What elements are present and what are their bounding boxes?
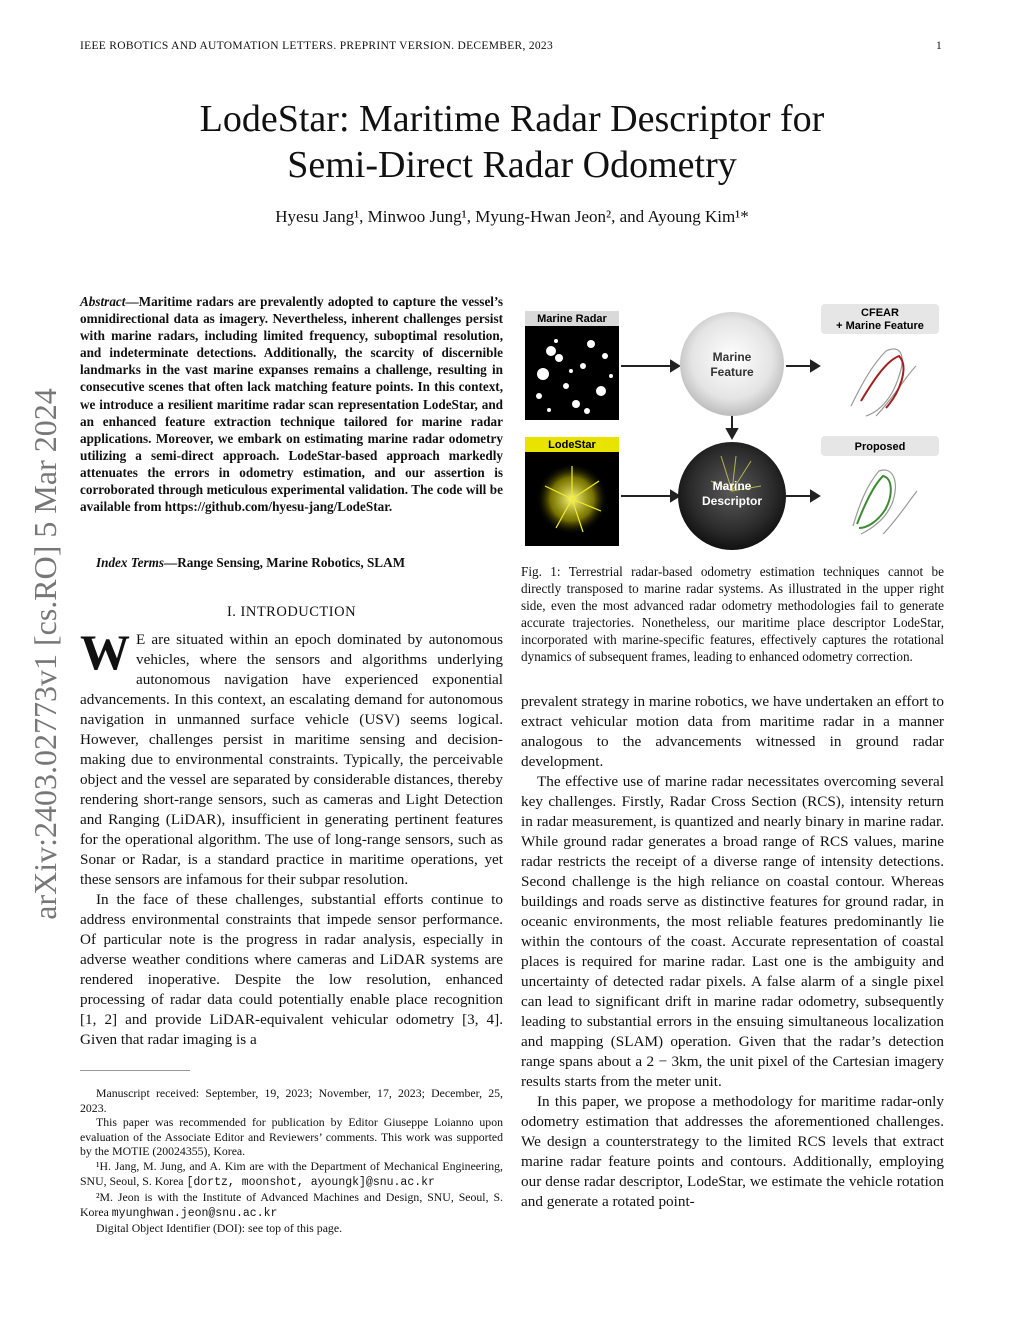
marine-descriptor-label-1: Marine [712, 479, 752, 493]
right-paragraph-3: In this paper, we propose a methodology for maritime radar-only odometry estimation that addresses the aforementioned challenges. We design a counterstrategy to the limited RCS levels that extract marine radar feature points and contours. Additionally, employing our dense radar descriptor, LodeStar, we estimate the vehicle rotation and generate a rotated point- [521, 1093, 944, 1210]
figure-caption: Fig. 1: Terrestrial radar-based odometry estimation techniques cannot be directly transposed to marine radar systems. As illustrated in the upper right side, even the most advanced radar odometry methodologies fail to generate accurate trajectories. Nonetheless, our maritime place descriptor LodeStar, incorporated with marine-specific features, effectively captures the rotational dynamics of subsequent frames, leading to enhanced odometry correction. [521, 564, 944, 664]
proposed-trajectory [857, 476, 891, 528]
abstract-text: —Maritime radars are prevalently adopted to capture the vessel’s omnidirectional data as imagery. Nevertheless, inherent challenges persist with marine radars, including limited frequency, suboptimal resolution, and indeterminate detections. Additionally, the scarcity of discernible landmarks in the vast marine expanses remains a challenge, resulting in consecutive scenes that often lack matching feature points. In this context, we introduce a resilient maritime radar scan representation LodeStar, and an enhanced feature extraction technique tailored for marine radar applications. Moreover, we embark on estimating marine radar odometry utilizing a semi-direct approach. LodeStar-based approach markedly attenuates the errors in odometry estimation, and our assertion is corroborated through meticulous experimental validation. The code will be available from https://github.com/hyesu-jang/LodeStar. [80, 294, 503, 515]
figure-1 [521, 296, 946, 558]
cfear-trajectory-map [851, 349, 916, 416]
paper-title [0, 96, 1024, 188]
introduction-body [80, 624, 503, 1050]
running-header: IEEE ROBOTICS AND AUTOMATION LETTERS. PREPRINT VERSION. DECEMBER, 2023 [80, 40, 554, 52]
marine-descriptor-label-2: Descriptor [701, 494, 763, 508]
email-1: [dortz, moonshot, ayoungk]@snu.ac.kr [186, 1175, 435, 1189]
section-heading: I. INTRODUCTION [226, 604, 357, 620]
cfear-label-2: + Marine Feature [836, 320, 924, 332]
marine-feature-label-1: Marine [712, 350, 752, 364]
footnote-doi: Digital Object Identifier (DOI): see top of this page. [96, 1221, 343, 1236]
footnote-manuscript: Manuscript received: September, 19, 2023; November, 17, 2023; December, 25, 2023. [80, 1086, 503, 1115]
footnote-rule [80, 1070, 190, 1071]
index-terms-text: —Range Sensing, Marine Robotics, SLAM [164, 555, 406, 570]
drop-cap: W [80, 624, 130, 680]
footnote-affiliation-1: ¹H. Jang, M. Jung, and A. Kim are with the Department of Mechanical Engineering, SNU, Seoul, S. Korea [dortz, moonshot, ayoungk]@snu.ac.kr [80, 1158, 503, 1189]
marine-feature-label-2: Feature [710, 365, 754, 379]
intro-paragraph-1: E are situated within an epoch dominated by autonomous vehicles, where the sensors and algorithms underlying autonomous navigation have experienced exponential advancements. In this context, an escalating demand for autonomous navigation in unmanned surface vehicle (USV) seems logical. However, challenges persist in maritime sensing and decision-making due to environmental constraints. Typically, the perceivable object and the vessel are separated by considerable distances, thereby rendering short-range sensors, such as cameras and Light Detection and Ranging (LiDAR), insufficient in generating pertinent features for the operational algorithm. The use of long-range sensors, such as Sonar or Radar, is a standard practice in maritime operations, yet these sensors are infamous for their subpar resolution. [80, 631, 503, 888]
index-terms-label: Index Terms [96, 555, 165, 570]
footnotes [80, 1086, 503, 1236]
title-line-2: Semi-Direct Radar Odometry [287, 144, 737, 186]
authors: Hyesu Jang¹, Minwoo Jung¹, Myung-Hwan Jeon², and Ayoung Kim¹* [275, 207, 749, 226]
abstract-label: Abstract [80, 294, 126, 309]
cfear-label-1: CFEAR [861, 307, 899, 319]
marine-radar-label: Marine Radar [537, 313, 607, 325]
right-paragraph-1: prevalent strategy in marine robotics, we have undertaken an effort to extract vehicular motion data from maritime radar in a manner analogous to the advancements witnessed in ground radar development. [521, 693, 944, 770]
proposed-map [853, 470, 917, 534]
email-2: myunghwan.jeon@snu.ac.kr [111, 1206, 278, 1220]
footnote-affiliation-2: ²M. Jeon is with the Institute of Advanced Machines and Design, SNU, Seoul, S. Korea myunghwan.jeon@snu.ac.kr [80, 1190, 503, 1220]
proposed-label: Proposed [854, 441, 906, 453]
abstract [80, 293, 503, 515]
index-terms [80, 555, 503, 571]
footnote-recommendation: This paper was recommended for publication by Editor Giuseppe Loianno upon evaluation of the Associate Editor and Reviewers’ comments. This work was supported by the MOTIE (20024355), Korea. [80, 1115, 503, 1159]
right-paragraph-2: The effective use of marine radar necessitates overcoming several key challenges. Firstly, Radar Cross Section (RCS), intensity return in radar measurement, is quantized and nearly binary in marine radar. While ground radar generates a broad range of RCS values, marine radar restricts the receipt of a diverse range of intensity detections. Second challenge is the high reliance on coastal contour. Whereas buildings and roads serve as distinctive features for ground radar, in oceanic environments, the most reliable features predominantly lie within the contours of the coast. Accurate representation of coastal places is required for marine radar. Last one is the ambiguity and uncertainty of detected radar pixels. A false alarm of a single pixel can lead to significant drift in marine radar odometry, subsequently leading to substantial errors in the ensuing simultaneous localization and mapping (SLAM) operation. Given that the radar’s detection range spans about a 2 − 3km, the unit pixel of the Cartesian imagery results starts from the meter unit. [521, 773, 944, 1090]
marine-feature-circle [680, 312, 784, 416]
page-number: 1 [936, 40, 943, 52]
title-line-1: LodeStar: Maritime Radar Descriptor for [199, 98, 825, 140]
right-column-body [521, 692, 944, 1212]
arxiv-identifier: arXiv:2403.02773v1 [cs.RO] 5 Mar 2024 [27, 388, 63, 920]
lodestar-label: LodeStar [548, 439, 596, 451]
intro-paragraph-2: In the face of these challenges, substantial efforts continue to address environmental constraints that impede sensor performance. Of particular note is the progress in radar analysis, especially in adverse weather conditions where cameras and LiDAR systems are rendered inoperative. Despite the low resolution, enhanced processing of radar data could potentially enable place recognition [1, 2] and provide LiDAR-equivalent vehicular odometry [3, 4]. Given that radar imaging is a [80, 891, 503, 1048]
